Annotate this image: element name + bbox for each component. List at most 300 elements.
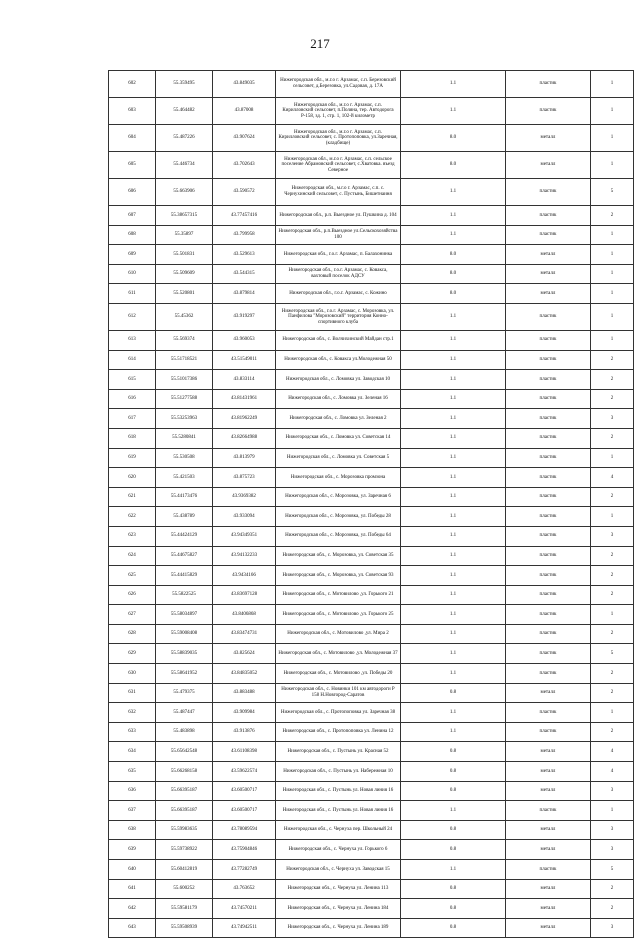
volume-cell: 1.1 xyxy=(401,801,506,821)
table-row xyxy=(109,487,634,507)
latitude-cell: 55.58839035 xyxy=(156,644,213,664)
longitude-cell: 43.61108398 xyxy=(213,742,276,762)
count-cell: 3 xyxy=(591,526,634,546)
material-cell: пластик xyxy=(506,370,591,390)
material-cell: металл xyxy=(506,918,591,938)
row-number-cell: 622 xyxy=(109,507,156,527)
count-cell: 4 xyxy=(591,762,634,782)
row-number-cell: 637 xyxy=(109,801,156,821)
table-row xyxy=(109,428,634,448)
table-row xyxy=(109,71,634,98)
table-row xyxy=(109,179,634,206)
row-number-cell: 602 xyxy=(109,71,156,98)
count-cell: 2 xyxy=(591,206,634,226)
count-cell: 1 xyxy=(591,703,634,723)
material-cell: пластик xyxy=(506,566,591,586)
latitude-cell: 55.5280841 xyxy=(156,428,213,448)
address-cell: Нижегородская обл., с. Морозовка, ул. Победы 64 xyxy=(276,526,401,546)
latitude-cell: 55.51277588 xyxy=(156,389,213,409)
volume-cell: 1.1 xyxy=(401,428,506,448)
volume-cell: 1.1 xyxy=(401,409,506,429)
row-number-cell: 633 xyxy=(109,722,156,742)
longitude-cell: 43.763652 xyxy=(213,879,276,899)
longitude-cell: 43.909984 xyxy=(213,703,276,723)
volume-cell: 1.1 xyxy=(401,487,506,507)
volume-cell: 1.1 xyxy=(401,98,506,125)
latitude-cell: 55.509609 xyxy=(156,264,213,284)
address-cell: Нижегородская обл., с. Морозовка, ул. Советская 35 xyxy=(276,546,401,566)
count-cell: 2 xyxy=(591,487,634,507)
latitude-cell: 55.35897 xyxy=(156,225,213,245)
count-cell: 1 xyxy=(591,284,634,304)
longitude-cell: 43.59622574 xyxy=(213,762,276,782)
table-row xyxy=(109,722,634,742)
address-cell: Нижегородская обл., м.г.о г. Арзамас, с.п. Кирилловский сельсовет, п.Поляна, тер. Автодорога Р-158, зд. 1, стр. 1, 102-й километр xyxy=(276,98,401,125)
latitude-cell: 55.464482 xyxy=(156,98,213,125)
volume-cell: 0.8 xyxy=(401,918,506,938)
material-cell: металл xyxy=(506,781,591,801)
longitude-cell: 43.544315 xyxy=(213,264,276,284)
table-row xyxy=(109,683,634,703)
volume-cell: 1.1 xyxy=(401,605,506,625)
latitude-cell: 55.59008408 xyxy=(156,624,213,644)
count-cell: 5 xyxy=(591,644,634,664)
latitude-cell: 55.438789 xyxy=(156,507,213,527)
table-row xyxy=(109,664,634,684)
row-number-cell: 607 xyxy=(109,206,156,226)
address-cell: Нижегородская обл., с. Морозовка промзона xyxy=(276,468,401,488)
table-row xyxy=(109,303,634,330)
longitude-cell: 43.94132233 xyxy=(213,546,276,566)
count-cell: 3 xyxy=(591,918,634,938)
longitude-cell: 43.60500717 xyxy=(213,781,276,801)
longitude-cell: 43.77457416 xyxy=(213,206,276,226)
count-cell: 2 xyxy=(591,624,634,644)
latitude-cell: 55.53253963 xyxy=(156,409,213,429)
address-cell: Нижегородская обл., с. Пустынь ул. Новая линия 16 xyxy=(276,801,401,821)
latitude-cell: 55.60412819 xyxy=(156,860,213,880)
table-row xyxy=(109,703,634,723)
volume-cell: 8.0 xyxy=(401,284,506,304)
table-row xyxy=(109,899,634,919)
volume-cell: 1.1 xyxy=(401,468,506,488)
material-cell: пластик xyxy=(506,664,591,684)
material-cell: пластик xyxy=(506,303,591,330)
count-cell: 2 xyxy=(591,350,634,370)
address-cell: Нижегородская обл., г.о.г. Арзамас, с. Кожино xyxy=(276,284,401,304)
longitude-cell: 43.81431961 xyxy=(213,389,276,409)
volume-cell: 1.1 xyxy=(401,664,506,684)
address-cell: Нижегородская обл., с. Новинки 101 км автодороги Р 158 Н.Новгород-Саратов xyxy=(276,683,401,703)
volume-cell: 1.1 xyxy=(401,330,506,350)
material-cell: пластик xyxy=(506,605,591,625)
count-cell: 1 xyxy=(591,605,634,625)
longitude-cell: 43.8406868 xyxy=(213,605,276,625)
material-cell: пластик xyxy=(506,428,591,448)
volume-cell: 1.1 xyxy=(401,526,506,546)
latitude-cell: 55.45362 xyxy=(156,303,213,330)
latitude-cell: 55.59508939 xyxy=(156,918,213,938)
row-number-cell: 624 xyxy=(109,546,156,566)
longitude-cell: 43.960053 xyxy=(213,330,276,350)
volume-cell: 1.1 xyxy=(401,179,506,206)
latitude-cell: 55.479375 xyxy=(156,683,213,703)
row-number-cell: 629 xyxy=(109,644,156,664)
latitude-cell: 55.421503 xyxy=(156,468,213,488)
longitude-cell: 43.875723 xyxy=(213,468,276,488)
table-row xyxy=(109,507,634,527)
count-cell: 3 xyxy=(591,409,634,429)
count-cell: 4 xyxy=(591,742,634,762)
address-cell: Нижегородская обл., м.г.о г. Арзамас, с.п. с. Чернухинский сельсовет, с. Пустынь, Бишетнаиня xyxy=(276,179,401,206)
material-cell: металл xyxy=(506,742,591,762)
row-number-cell: 631 xyxy=(109,683,156,703)
row-number-cell: 636 xyxy=(109,781,156,801)
material-cell: пластик xyxy=(506,526,591,546)
volume-cell: 1.1 xyxy=(401,448,506,468)
table-row xyxy=(109,624,634,644)
longitude-cell: 43.9434166 xyxy=(213,566,276,586)
page-number: 217 xyxy=(310,36,330,51)
volume-cell: 1.1 xyxy=(401,624,506,644)
material-cell: пластик xyxy=(506,448,591,468)
row-number-cell: 639 xyxy=(109,840,156,860)
volume-cell: 0.8 xyxy=(401,820,506,840)
material-cell: пластик xyxy=(506,98,591,125)
volume-cell: 8.0 xyxy=(401,152,506,179)
latitude-cell: 55.51718521 xyxy=(156,350,213,370)
material-cell: металл xyxy=(506,840,591,860)
latitude-cell: 55.483898 xyxy=(156,722,213,742)
material-cell: пластик xyxy=(506,624,591,644)
latitude-cell: 55.38657315 xyxy=(156,206,213,226)
table-row xyxy=(109,820,634,840)
latitude-cell: 55.59983635 xyxy=(156,820,213,840)
address-cell: Нижегородская обл., м.г.о г. Арзамас, с.п. Кирилловский сельсовет, с. Протопоповка, ул.Заречная, (кладбище) xyxy=(276,125,401,152)
count-cell: 5 xyxy=(591,179,634,206)
count-cell: 2 xyxy=(591,879,634,899)
row-number-cell: 613 xyxy=(109,330,156,350)
material-cell: металл xyxy=(506,683,591,703)
count-cell: 2 xyxy=(591,585,634,605)
volume-cell: 1.1 xyxy=(401,389,506,409)
table-row xyxy=(109,370,634,390)
row-number-cell: 620 xyxy=(109,468,156,488)
table-row xyxy=(109,526,634,546)
table-row xyxy=(109,245,634,265)
row-number-cell: 628 xyxy=(109,624,156,644)
address-cell: Нижегородская обл., с. Ломовка ул. Советская 14 xyxy=(276,428,401,448)
latitude-cell: 55.600252 xyxy=(156,879,213,899)
longitude-cell: 43.919297 xyxy=(213,303,276,330)
volume-cell: 8.0 xyxy=(401,264,506,284)
material-cell: пластик xyxy=(506,330,591,350)
longitude-cell: 43.51549011 xyxy=(213,350,276,370)
row-number-cell: 617 xyxy=(109,409,156,429)
table-row xyxy=(109,585,634,605)
row-number-cell: 621 xyxy=(109,487,156,507)
table-row xyxy=(109,860,634,880)
volume-cell: 1.1 xyxy=(401,722,506,742)
latitude-cell: 55.487447 xyxy=(156,703,213,723)
address-cell: Нижегородская обл., с. Морозовка, ул. Советская 93 xyxy=(276,566,401,586)
volume-cell: 0.8 xyxy=(401,762,506,782)
longitude-cell: 43.879814 xyxy=(213,284,276,304)
address-cell: Нижегородская обл., с. Чернуха пер. Школьный 24 xyxy=(276,820,401,840)
material-cell: пластик xyxy=(506,389,591,409)
table-row xyxy=(109,742,634,762)
volume-cell: 1.1 xyxy=(401,860,506,880)
address-cell: Нижегородская обл., с. Ломовка ул. Заводская 10 xyxy=(276,370,401,390)
count-cell: 2 xyxy=(591,664,634,684)
material-cell: пластик xyxy=(506,801,591,821)
count-cell: 1 xyxy=(591,264,634,284)
volume-cell: 1.1 xyxy=(401,507,506,527)
address-cell: Нижегородская обл., с. Ломовка ул. Советская 5 xyxy=(276,448,401,468)
latitude-cell: 55.487226 xyxy=(156,125,213,152)
latitude-cell: 55.359495 xyxy=(156,71,213,98)
count-cell: 3 xyxy=(591,820,634,840)
volume-cell: 1.1 xyxy=(401,206,506,226)
address-cell: Нижегородская обл., с. Морозовка, ул. Победы 28 xyxy=(276,507,401,527)
material-cell: пластик xyxy=(506,350,591,370)
volume-cell: 0.8 xyxy=(401,879,506,899)
address-cell: Нижегородская обл., м.г.о г. Арзамас, с.п. Березовский сельсовет, д.Березовка, ул.Садовая, д. 17А xyxy=(276,71,401,98)
address-cell: Нижегородская обл., с. Пустынь ул. Красная 52 xyxy=(276,742,401,762)
longitude-cell: 43.849035 xyxy=(213,71,276,98)
latitude-cell: 55.44415829 xyxy=(156,566,213,586)
table-row xyxy=(109,330,634,350)
address-cell: Нижегородская обл., с. Пустынь ул. Новая линия 16 xyxy=(276,781,401,801)
material-cell: пластик xyxy=(506,206,591,226)
row-number-cell: 632 xyxy=(109,703,156,723)
row-number-cell: 640 xyxy=(109,860,156,880)
longitude-cell: 43.78089594 xyxy=(213,820,276,840)
address-cell: Нижегородская обл., с. Мотовилово ,ул. Горького 21 xyxy=(276,585,401,605)
longitude-cell: 43.590572 xyxy=(213,179,276,206)
table-row xyxy=(109,840,634,860)
address-cell: Нижегородская обл., м.г.о г. Арзамас, с.п. сельское поселение Абрамовский сельсовет, с.Хватовка. въезд Северное xyxy=(276,152,401,179)
longitude-cell: 43.813979 xyxy=(213,448,276,468)
volume-cell: 0.8 xyxy=(401,781,506,801)
table-row xyxy=(109,918,634,938)
row-number-cell: 638 xyxy=(109,820,156,840)
longitude-cell: 43.81962249 xyxy=(213,409,276,429)
count-cell: 1 xyxy=(591,448,634,468)
count-cell: 1 xyxy=(591,801,634,821)
row-number-cell: 619 xyxy=(109,448,156,468)
table-row xyxy=(109,546,634,566)
address-cell: Нижегородская обл., г.о.г. Арзамас, с. Ковакса, вахтовый поселок АДСУ xyxy=(276,264,401,284)
table-row xyxy=(109,468,634,488)
latitude-cell: 55.44424129 xyxy=(156,526,213,546)
longitude-cell: 43.83474731 xyxy=(213,624,276,644)
table-row xyxy=(109,566,634,586)
row-number-cell: 604 xyxy=(109,125,156,152)
longitude-cell: 43.74942511 xyxy=(213,918,276,938)
row-number-cell: 627 xyxy=(109,605,156,625)
longitude-cell: 43.9369382 xyxy=(213,487,276,507)
table-row xyxy=(109,409,634,429)
table-body xyxy=(109,71,634,938)
count-cell: 1 xyxy=(591,507,634,527)
material-cell: металл xyxy=(506,245,591,265)
address-cell: Нижегородская обл., с. Чернуха ул. Горького 6 xyxy=(276,840,401,860)
address-cell: Нижегородская обл., с. Мотовилово ,ул. Горького 25 xyxy=(276,605,401,625)
volume-cell: 8.0 xyxy=(401,125,506,152)
latitude-cell: 55.58641952 xyxy=(156,664,213,684)
address-cell: Нижегородская обл., г.о.г. Арзамас, с. Морозовка, ул. Панфилова "Морозовский" территория Конно-спортивного клуба xyxy=(276,303,401,330)
latitude-cell: 55.44675827 xyxy=(156,546,213,566)
longitude-cell: 43.883488 xyxy=(213,683,276,703)
material-cell: пластик xyxy=(506,703,591,723)
table-row xyxy=(109,448,634,468)
count-cell: 2 xyxy=(591,566,634,586)
address-cell: Нижегородская обл., г.о.г. Арзамас, п. Балахонинка xyxy=(276,245,401,265)
row-number-cell: 618 xyxy=(109,428,156,448)
material-cell: пластик xyxy=(506,179,591,206)
row-number-cell: 603 xyxy=(109,98,156,125)
longitude-cell: 43.94349351 xyxy=(213,526,276,546)
table-row xyxy=(109,389,634,409)
count-cell: 2 xyxy=(591,428,634,448)
longitude-cell: 43.82664988 xyxy=(213,428,276,448)
row-number-cell: 612 xyxy=(109,303,156,330)
address-cell: Нижегородская обл., с. Мотовилово ,ул. Победы 20 xyxy=(276,664,401,684)
volume-cell: 1.1 xyxy=(401,370,506,390)
count-cell: 1 xyxy=(591,125,634,152)
table-row xyxy=(109,284,634,304)
count-cell: 2 xyxy=(591,722,634,742)
address-cell: Нижегородская обл., с. Чернуха ул. Заводская 15 xyxy=(276,860,401,880)
volume-cell: 1.1 xyxy=(401,303,506,330)
row-number-cell: 610 xyxy=(109,264,156,284)
material-cell: металл xyxy=(506,879,591,899)
count-cell: 1 xyxy=(591,71,634,98)
longitude-cell: 43.74570211 xyxy=(213,899,276,919)
count-cell: 1 xyxy=(591,330,634,350)
latitude-cell: 55.66268158 xyxy=(156,762,213,782)
material-cell: металл xyxy=(506,899,591,919)
latitude-cell: 55.5822525 xyxy=(156,585,213,605)
volume-cell: 1.1 xyxy=(401,225,506,245)
latitude-cell: 55.44173476 xyxy=(156,487,213,507)
count-cell: 2 xyxy=(591,683,634,703)
table-row xyxy=(109,644,634,664)
row-number-cell: 608 xyxy=(109,225,156,245)
longitude-cell: 43.75904846 xyxy=(213,840,276,860)
address-cell: Нижегородская обл., с. Морозовка, ул. Заречная 6 xyxy=(276,487,401,507)
volume-cell: 1.1 xyxy=(401,566,506,586)
count-cell: 1 xyxy=(591,152,634,179)
material-cell: пластик xyxy=(506,225,591,245)
longitude-cell: 43.702643 xyxy=(213,152,276,179)
table-row xyxy=(109,264,634,284)
material-cell: пластик xyxy=(506,585,591,605)
material-cell: пластик xyxy=(506,468,591,488)
address-cell: Нижегородская обл., р.п.Выездное ул.Сельскохозяйства 100 xyxy=(276,225,401,245)
latitude-cell: 55.65642548 xyxy=(156,742,213,762)
address-cell: Нижегородская обл., с. Волчихинский Майдан стр.1 xyxy=(276,330,401,350)
count-cell: 1 xyxy=(591,98,634,125)
material-cell: металл xyxy=(506,152,591,179)
longitude-cell: 43.907624 xyxy=(213,125,276,152)
latitude-cell: 55.58034897 xyxy=(156,605,213,625)
table-row xyxy=(109,206,634,226)
address-cell: Нижегородская обл., с. Мотовилово ,ул. Молодежная 37 xyxy=(276,644,401,664)
count-cell: 4 xyxy=(591,468,634,488)
table-row xyxy=(109,801,634,821)
address-cell: Нижегородская обл., с. Ломовка ул. Зеленая 2 xyxy=(276,409,401,429)
material-cell: пластик xyxy=(506,507,591,527)
row-number-cell: 616 xyxy=(109,389,156,409)
address-cell: Нижегородская обл., с. Протопоповка ул. Заречная 38 xyxy=(276,703,401,723)
table-row xyxy=(109,98,634,125)
row-number-cell: 643 xyxy=(109,918,156,938)
volume-cell: 1.1 xyxy=(401,703,506,723)
longitude-cell: 43.83697128 xyxy=(213,585,276,605)
count-cell: 1 xyxy=(591,245,634,265)
count-cell: 1 xyxy=(591,225,634,245)
longitude-cell: 43.529613 xyxy=(213,245,276,265)
material-cell: металл xyxy=(506,762,591,782)
material-cell: пластик xyxy=(506,546,591,566)
count-cell: 2 xyxy=(591,389,634,409)
address-cell: Нижегородская обл., с. Чернуха ул. Ленина 113 xyxy=(276,879,401,899)
volume-cell: 1.1 xyxy=(401,546,506,566)
material-cell: пластик xyxy=(506,722,591,742)
material-cell: металл xyxy=(506,284,591,304)
longitude-cell: 43.87008 xyxy=(213,98,276,125)
latitude-cell: 55.530508 xyxy=(156,448,213,468)
address-cell: Нижегородская обл., с. Чернуха ул. Ленина 189 xyxy=(276,918,401,938)
material-cell: металл xyxy=(506,820,591,840)
longitude-cell: 43.825624 xyxy=(213,644,276,664)
address-cell: Нижегородская обл., с. Ломовка ул. Зеленая 16 xyxy=(276,389,401,409)
material-cell: пластик xyxy=(506,860,591,880)
longitude-cell: 43.933094 xyxy=(213,507,276,527)
row-number-cell: 641 xyxy=(109,879,156,899)
latitude-cell: 55.59581179 xyxy=(156,899,213,919)
material-cell: пластик xyxy=(506,487,591,507)
volume-cell: 1.1 xyxy=(401,585,506,605)
waste-container-sites-table xyxy=(108,70,634,938)
address-cell: Нижегородская обл., с. Пустынь ул. Набережная 10 xyxy=(276,762,401,782)
address-cell: Нижегородская обл., р.п. Выездное ул. Пушкина д. 104 xyxy=(276,206,401,226)
table-row xyxy=(109,762,634,782)
count-cell: 5 xyxy=(591,860,634,880)
longitude-cell: 43.913876 xyxy=(213,722,276,742)
volume-cell: 0.8 xyxy=(401,840,506,860)
table-row xyxy=(109,152,634,179)
count-cell: 2 xyxy=(591,370,634,390)
material-cell: металл xyxy=(506,125,591,152)
volume-cell: 0.8 xyxy=(401,683,506,703)
latitude-cell: 55.663906 xyxy=(156,179,213,206)
row-number-cell: 606 xyxy=(109,179,156,206)
volume-cell: 8.0 xyxy=(401,245,506,265)
count-cell: 3 xyxy=(591,781,634,801)
row-number-cell: 615 xyxy=(109,370,156,390)
count-cell: 3 xyxy=(591,840,634,860)
row-number-cell: 625 xyxy=(109,566,156,586)
table-row xyxy=(109,605,634,625)
count-cell: 1 xyxy=(591,303,634,330)
volume-cell: 1.1 xyxy=(401,644,506,664)
row-number-cell: 634 xyxy=(109,742,156,762)
row-number-cell: 642 xyxy=(109,899,156,919)
volume-cell: 1.1 xyxy=(401,71,506,98)
